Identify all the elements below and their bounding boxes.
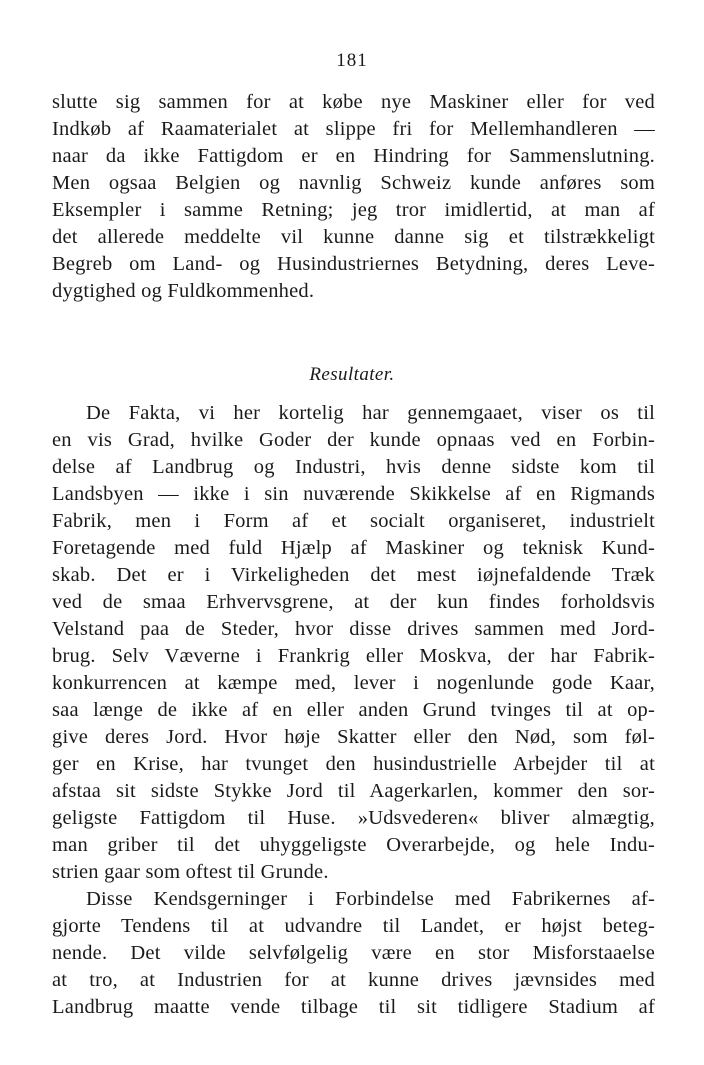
page-number: 181: [336, 50, 368, 71]
text-line: gjorte Tendens til at udvandre til Landet, er højst beteg-: [52, 915, 655, 937]
text-line: Begreb om Land- og Husindustriernes Betydning, deres Leve-: [52, 253, 655, 275]
text-line: nende. Det vilde selvfølgelig være en stor Misforstaaelse: [52, 942, 655, 964]
text-line: det allerede meddelte vil kunne danne sig et tilstrækkeligt: [52, 226, 655, 248]
text-line: Eksempler i samme Retning; jeg tror imidlertid, at man af: [52, 199, 655, 221]
text-line: Men ogsaa Belgien og navnlig Schweiz kunde anføres som: [52, 172, 655, 194]
text-line: strien gaar som oftest til Grunde.: [52, 861, 329, 883]
text-line: dygtighed og Fuldkommenhed.: [52, 280, 315, 302]
text-line: slutte sig sammen for at købe nye Maskiner eller for ved: [52, 91, 655, 113]
text-line: man griber til det uhyggeligste Overarbejde, og hele Indu-: [52, 834, 655, 856]
section-heading: Resultater.: [309, 364, 395, 385]
text-line: give deres Jord. Hvor høje Skatter eller den Nød, som føl-: [52, 726, 655, 748]
text-line: en vis Grad, hvilke Goder der kunde opnaas ved en Forbin-: [52, 429, 655, 451]
text-line: brug. Selv Væverne i Frankrig eller Moskva, der har Fabrik-: [52, 645, 655, 667]
text-line: ved de smaa Erhvervsgrene, at der kun findes forholdsvis: [52, 591, 655, 613]
text-line: De Fakta, vi her kortelig har gennemgaaet, viser os til: [86, 402, 655, 424]
text-line: geligste Fattigdom til Huse. »Udsvederen« bliver almægtig,: [52, 807, 655, 829]
text-line: ger en Krise, har tvunget den husindustrielle Arbejder til at: [52, 753, 655, 775]
text-line: Landsbyen — ikke i sin nuværende Skikkelse af en Rigmands: [52, 483, 655, 505]
text-line: delse af Landbrug og Industri, hvis denne sidste kom til: [52, 456, 655, 478]
text-line: Velstand paa de Steder, hvor disse drives sammen med Jord-: [52, 618, 655, 640]
text-line: konkurrencen at kæmpe med, lever i nogenlunde gode Kaar,: [52, 672, 655, 694]
text-line: Foretagende med fuld Hjælp af Maskiner og teknisk Kund-: [52, 537, 655, 559]
text-line: at tro, at Industrien for at kunne drives jævnsides med: [52, 969, 655, 991]
text-line: naar da ikke Fattigdom er en Hindring for Sammenslutning.: [52, 145, 655, 167]
text-line: afstaa sit sidste Stykke Jord til Aagerkarlen, kommer den sor-: [52, 780, 655, 802]
text-line: saa længe de ikke af en eller anden Grund tvinges til at op-: [52, 699, 655, 721]
text-line: Fabrik, men i Form af et socialt organiseret, industrielt: [52, 510, 655, 532]
text-line: Indkøb af Raamaterialet at slippe fri for Mellemhandleren —: [52, 118, 655, 140]
text-line: skab. Det er i Virkeligheden det mest iøjnefaldende Træk: [52, 564, 655, 586]
text-line: Disse Kendsgerninger i Forbindelse med Fabrikernes af-: [86, 888, 655, 910]
text-line: Landbrug maatte vende tilbage til sit tidligere Stadium af: [52, 996, 655, 1018]
